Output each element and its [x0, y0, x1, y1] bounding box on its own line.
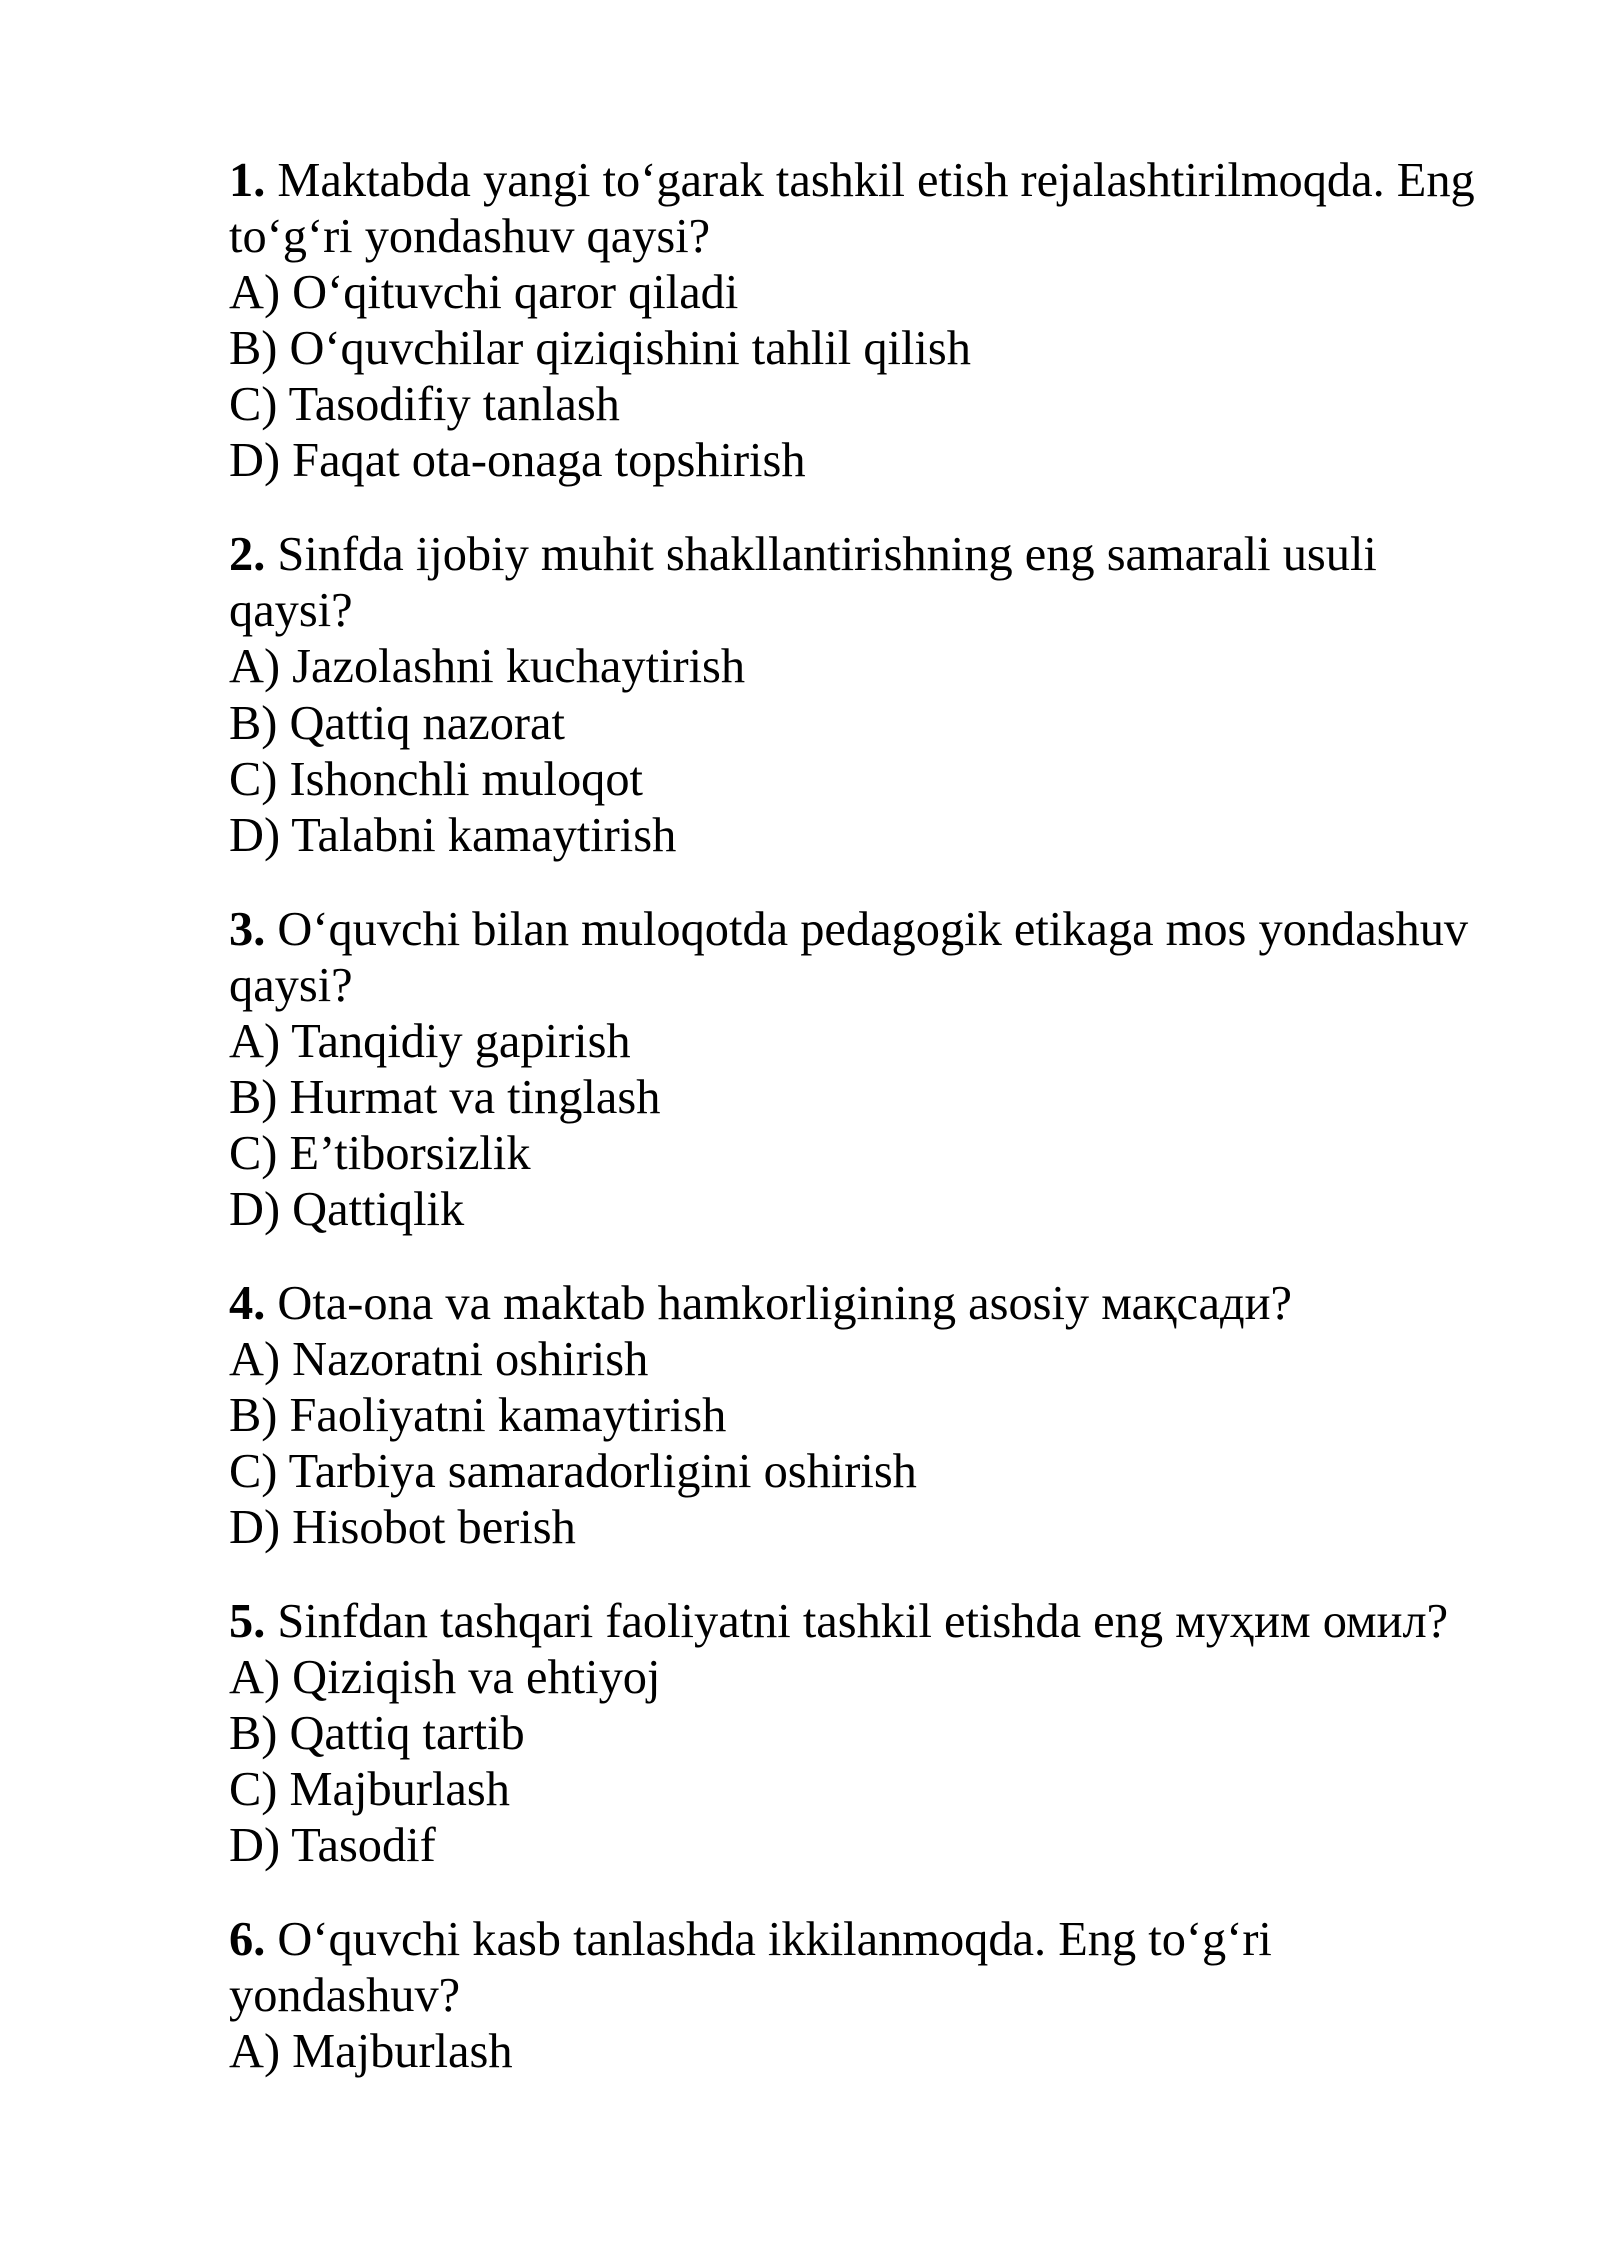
option-b: B) Qattiq nazorat: [229, 696, 565, 750]
option-c: C) E’tiborsizlik: [229, 1126, 531, 1180]
option-a: A) Nazoratni oshirish: [229, 1332, 649, 1386]
question-2: [229, 527, 1494, 864]
quiz-content: [229, 153, 1494, 2080]
question-stem: Maktabda yangi to‘garak tashkil etish rejalashtirilmoqda. Eng to‘g‘ri yondashuv qaysi?: [229, 154, 1475, 264]
option-b: B) O‘quvchilar qiziqishini tahlil qilish: [229, 322, 971, 376]
question-number: 5.: [229, 1594, 266, 1648]
question-stem: O‘quvchi bilan muloqotda pedagogik etikaga mos yondashuv qaysi?: [229, 902, 1469, 1012]
option-c: C) Tarbiya samaradorligini oshirish: [229, 1445, 917, 1499]
option-d: D) Tasodif: [229, 1819, 436, 1873]
question-stem: O‘quvchi kasb tanlashda ikkilanmoqda. Eng to‘g‘ri yondashuv?: [229, 1913, 1272, 2023]
option-d: D) Qattiqlik: [229, 1182, 465, 1236]
question-1: [229, 153, 1494, 490]
question-number: 3.: [229, 902, 266, 956]
option-a: A) Tanqidiy gapirish: [229, 1014, 631, 1068]
question-5: [229, 1594, 1494, 1874]
option-b: B) Faoliyatni kamaytirish: [229, 1388, 727, 1442]
question-3: [229, 902, 1494, 1239]
question-stem: Sinfdan tashqari faoliyatni tashkil etishda eng муҳим омил?: [277, 1594, 1449, 1648]
question-line: [229, 153, 1494, 265]
option-a: A) O‘qituvchi qaror qiladi: [229, 266, 739, 320]
question-number: 1.: [229, 154, 266, 207]
question-stem: Sinfda ijobiy muhit shakllantirishning eng samarali usuli qaysi?: [229, 528, 1377, 638]
question-line: [229, 1912, 1494, 2024]
option-d: D) Talabni kamaytirish: [229, 808, 677, 862]
option-b: B) Hurmat va tinglash: [229, 1070, 661, 1124]
question-number: 4.: [229, 1276, 266, 1330]
option-a: A) Majburlash: [229, 2025, 513, 2079]
question-number: 6.: [229, 1913, 266, 1967]
option-c: C) Ishonchli muloqot: [229, 752, 643, 806]
question-line: [229, 1594, 1494, 1650]
question-line: [229, 902, 1494, 1014]
option-b: B) Qattiq tartib: [229, 1707, 525, 1761]
option-c: C) Tasodifiy tanlash: [229, 378, 620, 432]
question-4: [229, 1276, 1494, 1556]
option-c: C) Majburlash: [229, 1763, 510, 1817]
question-line: [229, 527, 1494, 639]
option-a: A) Qiziqish va ehtiyoj: [229, 1651, 661, 1704]
question-number: 2.: [229, 528, 266, 582]
option-d: D) Hisobot berish: [229, 1501, 576, 1555]
question-line: [229, 1276, 1494, 1332]
option-a: A) Jazolashni kuchaytirish: [229, 640, 746, 694]
question-stem: Ota-ona va maktab hamkorligining asosiy мақсади?: [277, 1276, 1293, 1330]
option-d: D) Faqat ota-onaga topshirish: [229, 434, 806, 488]
question-6: [229, 1912, 1494, 2080]
